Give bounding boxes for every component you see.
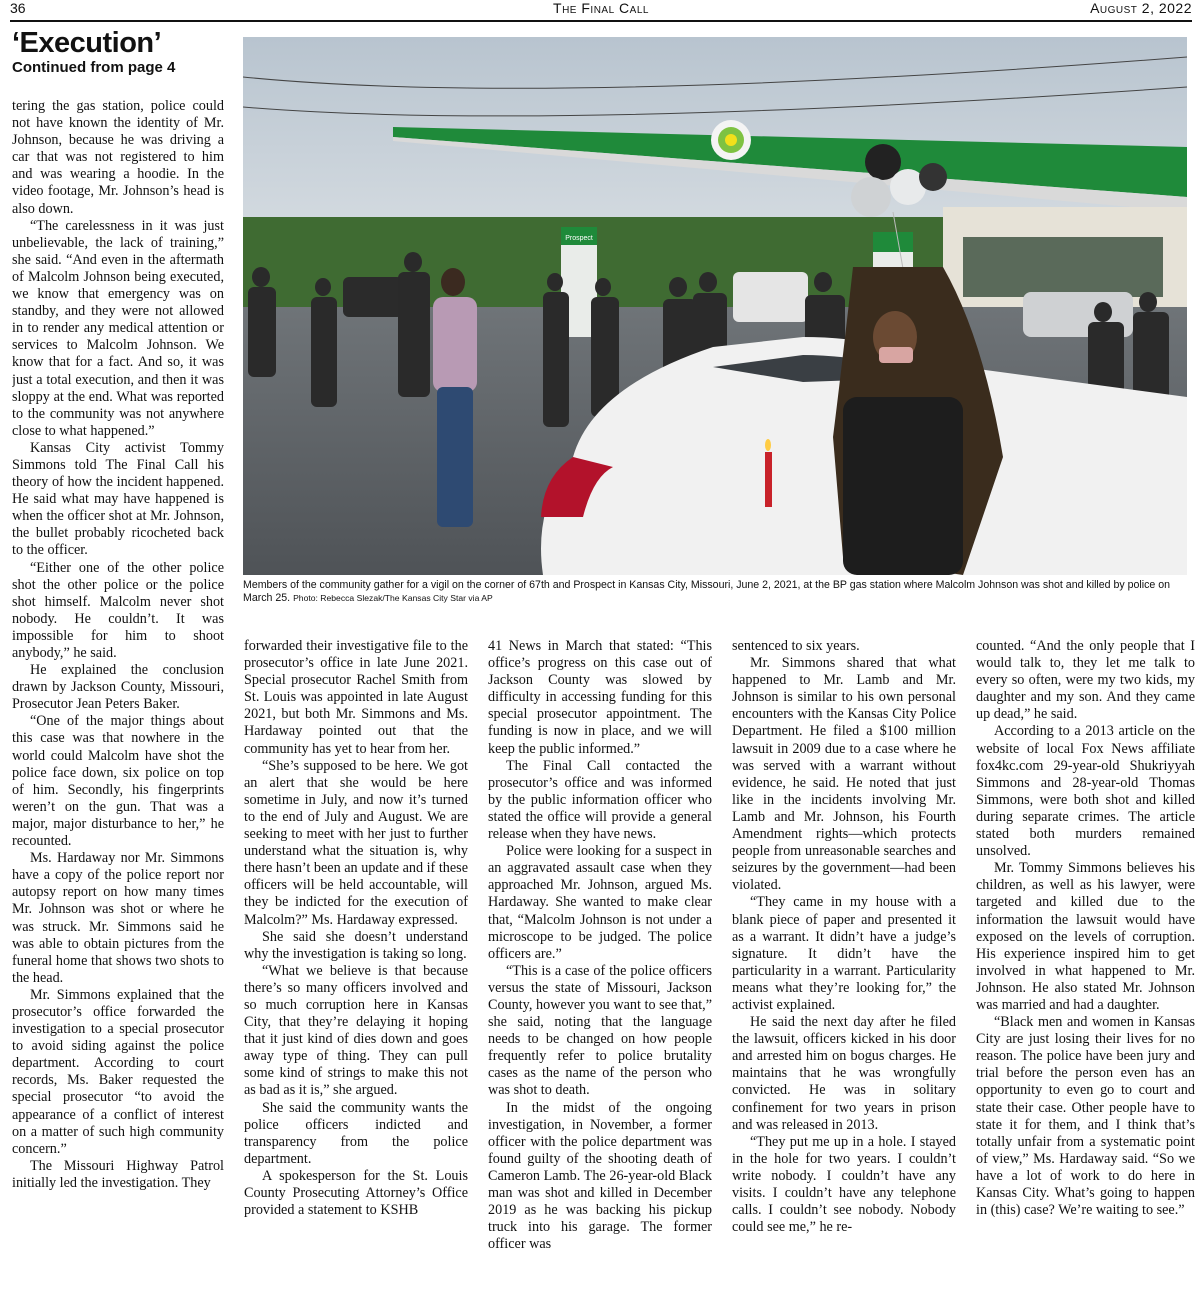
article-column-3 [488,638,712,1294]
paragraph: “She’s supposed to be here. We got an alert that she would be here sometime in July, and now it’s turned to the end of July and August. We are seeking to meet with her just to further understand what the situation is, why there hasn’t been an update and if these officers will be held accountable, will they be indicted for the execution of Malcolm?” Ms. Hardaway expressed. [244,757,468,928]
paragraph: She said she doesn’t understand why the investigation is taking so long. [244,928,468,962]
paragraph: Kansas City activist Tommy Simmons told The Final Call his theory of how the incident happened. He said what may have happened is when the officer shot at Mr. Johnson, the bullet probably ricocheted back to the officer. [12,439,224,559]
page-header [10,0,1192,22]
publication-name: The Final Call [553,0,649,16]
paragraph: The Missouri Highway Patrol initially led the investigation. They [12,1157,224,1191]
paragraph: The Final Call contacted the prosecutor’s office and was informed by the public information officer who stated the office will provide a general release when they have news. [488,757,712,843]
paragraph: tering the gas station, police could not have known the identity of Mr. Johnson, because he was driving a car that was not registered to him and was wearing a hoodie. In the video footage, Mr. Johnson’s head is also down. [12,98,224,217]
paragraph: sentenced to six years. [732,638,860,654]
article-column-1 [12,98,224,1294]
vigil-photo-illustration [243,37,1187,575]
paragraph: “Black men and women in Kansas City are just losing their lives for no reason. The police have been jury and trial before the person even has an opportunity to even go to court and state their case. Other people have to state it for them, and I think that’s totally unfair from a systematic point of view,” Ms. Hardaway said. “So we have a lot of work to do here in Kansas City. What’s going to happen in (this) case? We’re waiting to see.” [976,1014,1195,1219]
continued-from: Continued from page 4 [12,59,176,76]
paragraph: “This is a case of the police officers versus the state of Missouri, Jackson County, however you want to see that,” she said, noting that the language needs to be changed on how people frequently refer to police brutality cases as the name of the person who was shot to death. [488,962,712,1099]
paragraph: In the midst of the ongoing investigation, in November, a former officer with the police department was found guilty of the shooting death of Cameron Lamb. The 26-year-old Black man was shot and killed in December 2019 as he was backing his pickup truck into his garage. The former officer was [488,1099,712,1253]
article-column-5 [976,638,1195,1294]
paragraph: Police were looking for a suspect in an aggravated assault case when they approached Mr. Johnson, argued Ms. Hardaway. She wanted to make clear that, “Malcolm Johnson is not under a microscope to be judged. The police officers are.” [488,843,712,962]
article-column-2 [244,638,468,1294]
paragraph: Mr. Simmons shared that what happened to Mr. Lamb and Mr. Johnson is similar to his own personal encounters with the Kansas City Police Department. He filed a $100 million lawsuit in 2009 due to a case where he was served with a warrant without evidence, he said. He noted that just like in the incidents involving Mr. Lamb and Mr. Johnson, his Fourth Amendment rights—which protects people from unreasonable searches and seizures by the government—had been violated. [732,655,956,894]
paragraph: “One of the major things about this case was that nowhere in the world could Malcolm have shot the police face down, six police on top of him. Secondly, his fingerprints weren’t on the gun. That was a major, major disturbance to her,” he recounted. [12,713,224,850]
pump-sign: Prospect [565,235,593,242]
paragraph: “They came in my house with a blank piece of paper and presented it as a warrant. It didn’t have a judge’s signature. It didn’t have the particularity in a warrant. Particularity means what they’re looking for,” the activist explained. [732,894,956,1013]
news-photo [243,37,1187,575]
paragraph: He said the next day after he filed the lawsuit, officers kicked in his door and arrested him on bogus charges. He maintains that he was wrongfully convicted. He was in solitary confinement for two years in prison and was released in 2013. [732,1014,956,1133]
paragraph: Ms. Hardaway nor Mr. Simmons have a copy of the police report nor autopsy report on how many times Mr. Johnson was shot or where he was struck. Mr. Simmons said he was able to obtain pictures from the funeral home that shows two shots to the head. [12,850,224,986]
paragraph: forwarded their investigative file to the prosecutor’s office in late June 2021. Special prosecutor Rachel Smith from St. Louis was appointed in late August 2021, but both Mr. Simmons and Ms. Hardaway pointed out that the community has yet to hear from her. [244,638,468,757]
paragraph: She said the community wants the police officers indicted and transparency from the police department. [244,1099,468,1167]
article-column-4 [732,638,956,1294]
paragraph: counted. “And the only people that I would talk to, they let me talk to every so often, were my two kids, my daughter and my son. And they came up dead,” he said. [976,638,1195,723]
photo-caption [243,579,1189,605]
caption-text: Members of the community gather for a vigil on the corner of 67th and Prospect in Kansas City, Missouri, June 2, 2021, at the BP gas station where Malcolm Johnson was shot and killed by police on March 25. [243,579,1171,604]
paragraph: He explained the conclusion drawn by Jackson County, Missouri, Prosecutor Jean Peters Baker. [12,662,224,713]
page-number: 36 [10,0,26,16]
issue-date: August 2, 2022 [1090,0,1192,16]
photo-credit: Photo: Rebecca Slezak/The Kansas City Star via AP [293,593,493,603]
paragraph: “What we believe is that because there’s so many officers involved and so much corruption here in Kansas City, that they’re delaying it hoping that it just kind of dies down and goes away type of thing. They can pull some kind of strings to make this not as bad as it is,” she argued. [244,962,468,1099]
headline: ‘Execution’ [12,27,162,59]
paragraph: “The carelessness in it was just unbelievable, the lack of training,” she said. “And even in the aftermath of Malcolm Johnson being executed, we know that emergency was on standby, and they were not allowed in to render any medical attention or services to Malcolm Johnson. We know that for a fact. And so, it was just a total execution, and then it was sloppy at the end. What was reported to the community was not anywhere close to what happened.” [12,217,224,439]
paragraph: Mr. Simmons explained that the prosecutor’s office forwarded the investigation to a special prosecutor to avoid siding against the police department. According to court records, Ms. Baker requested the special prosecutor “to avoid the appearance of a conflict of interest on a matter of such high community concern.” [12,986,224,1157]
paragraph: According to a 2013 article on the website of local Fox News affiliate fox4kc.com 29-year-old Shukriyyah Simmons and 28-year-old Thomas Simmons, were both shot and killed during separate crimes. The article stated both murders remained unsolved. [976,723,1195,860]
paragraph: A spokesperson for the St. Louis County Prosecuting Attorney’s Office provided a statement to KSHB [244,1167,468,1219]
paragraph: “They put me up in a hole. I stayed in the hole for two years. I couldn’t write nobody. I couldn’t have any visits. I couldn’t have any telephone calls. I couldn’t see nobody. Nobody could see me,” he re- [732,1133,956,1236]
paragraph: 41 News in March that stated: “This office’s progress on this case out of Jackson County was slowed by difficulty in accessing funding for this special prosecutor appointment. The funding is now in place, and we will keep the public informed.” [488,638,712,757]
paragraph: “Either one of the other police shot the other police or the police shot himself. Malcolm never shot nobody. He couldn’t. It was impossible for him to shoot anybody,” he said. [12,559,224,661]
paragraph: Mr. Tommy Simmons believes his children, as well as his lawyer, were targeted and killed due to the information the lawsuit would have exposed on the levels of corruption. His experience inspired him to get involved in what happened to Mr. Johnson. He also stated Mr. Johnson was married and had a daughter. [976,860,1195,1013]
